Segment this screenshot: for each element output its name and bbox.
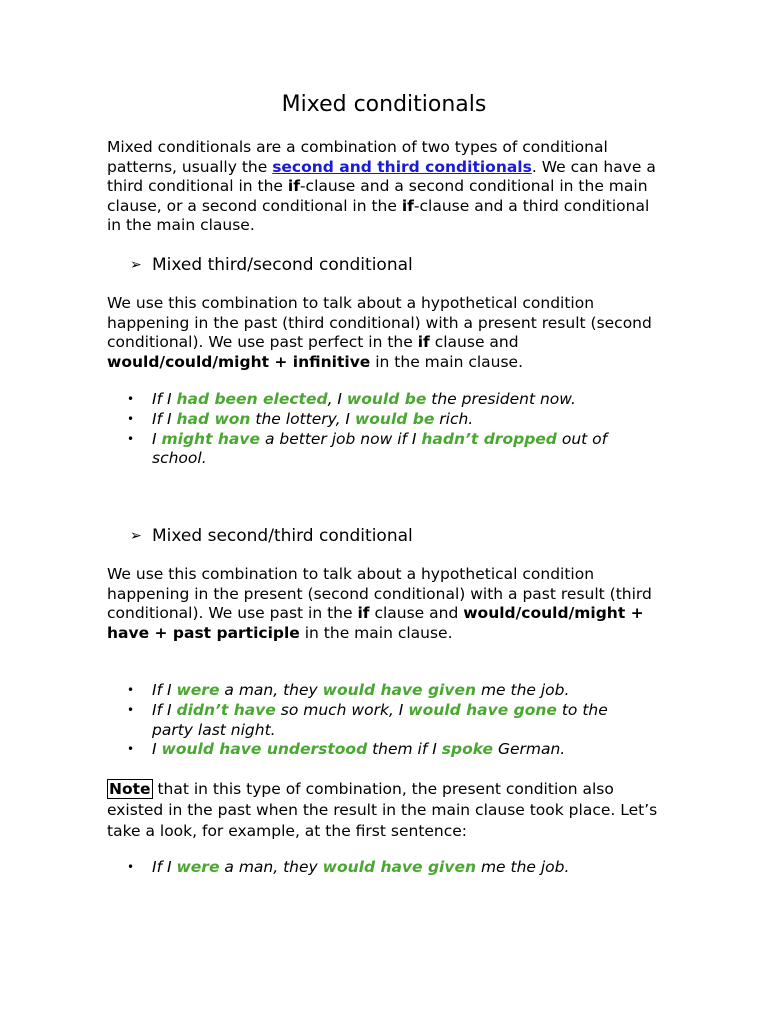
example-text: If I [152,390,177,408]
note-paragraph [107,779,667,841]
bullet-icon: • [127,683,135,697]
arrow-bullet-icon: ➢ [130,257,142,273]
example-text: out of school. [152,429,608,468]
bullet-icon: • [127,411,135,426]
example-text: me the job. [476,681,570,699]
highlighted-verb: had been elected [176,390,328,408]
highlighted-verb: were [176,858,220,876]
highlighted-verb: would have understood [161,740,368,759]
note-label: Note [109,780,151,798]
highlighted-verb: were [176,681,220,699]
highlighted-verb: spoke [441,740,494,759]
paragraph-text: clause and [429,333,519,352]
paragraph-text: clause and [369,604,464,623]
example-text: so much work, I [275,700,409,719]
example-text: them if I [367,740,442,759]
bullet-icon: • [127,431,135,446]
bullet-icon: • [127,702,135,717]
example-text: a better job now if I [260,429,422,448]
example-text: me the job. [476,858,570,876]
list-item [107,410,647,430]
bullet-icon: • [127,860,135,874]
intro-text: -clause and a second conditional in the main clause, or a second conditional in the [107,177,648,215]
paragraph-text: We use this combination to talk about a hypothetical condition happening in the present (second conditional) with a past result (third conditional). We use past in the [107,565,652,623]
example-text: to the party last night. [152,700,608,739]
page-title: Mixed conditionals [281,92,487,117]
example-text: the president now. [426,390,576,408]
example-text: , I [327,390,347,408]
example-text: I [152,429,162,448]
section-heading-second-third [130,525,413,547]
list-item [107,701,647,741]
list-item [107,430,647,470]
example-text: a man, they [219,681,323,699]
structure-formula: would/could/might + infinitive [107,352,371,371]
intro-text: Mixed conditionals are a combination of two types of conditional patterns, usually the [107,138,608,176]
paragraph-text: We use this combination to talk about a hypothetical condition happening in the past (third conditional) with a present result (second conditional). We use past perfect in the [107,294,652,352]
bullet-icon: • [127,742,135,757]
example-text: German. [493,740,566,759]
example-text: rich. [434,409,474,428]
highlighted-verb: hadn’t dropped [421,429,557,448]
highlighted-verb: had won [176,409,251,428]
section1-paragraph [107,294,667,372]
conditionals-link[interactable]: second and third conditionals [272,157,532,176]
section-heading-third-second [130,254,413,276]
paragraph-text: in the main clause. [299,623,453,642]
example-text: If I [152,858,177,876]
intro-text: . We can have a third conditional in the [107,157,656,196]
section2-examples [107,681,647,760]
section1-examples [107,390,647,469]
list-item [107,858,647,878]
if-keyword: if [357,604,370,623]
example-text: If I [152,681,177,699]
example-text: If I [152,700,177,719]
section2-paragraph [107,565,667,643]
highlighted-verb: didn’t have [176,700,276,719]
example-text: a man, they [219,858,323,876]
highlighted-verb: would have gone [408,700,557,719]
highlighted-verb: would be [354,409,435,428]
highlighted-verb: might have [161,429,261,448]
if-keyword: if [401,196,414,215]
list-item [107,390,647,410]
example-text: If I [152,409,177,428]
section-heading-label: Mixed third/second conditional [152,255,413,275]
note-text: that in this type of combination, the present condition also existed in the past when the result in the main clause took place. Let’s take a look, for example, at the first sentence: [107,780,658,840]
section-heading-label: Mixed second/third conditional [152,526,413,546]
example-text: the lottery, I [250,409,355,428]
list-item [107,740,647,760]
list-item [107,681,647,701]
paragraph-text: in the main clause. [370,352,524,371]
if-keyword: if [417,333,430,352]
highlighted-verb: would be [346,390,427,408]
final-example [107,858,647,878]
highlighted-verb: would have given [322,681,477,699]
bullet-icon: • [127,392,135,406]
intro-text: -clause and a third conditional in the main clause. [107,196,650,235]
arrow-bullet-icon: ➢ [130,528,142,544]
highlighted-verb: would have given [322,858,477,876]
if-keyword: if [287,177,300,196]
intro-paragraph [107,138,667,236]
example-text: I [152,740,162,759]
structure-formula: would/could/might + have + past participle [107,604,644,642]
